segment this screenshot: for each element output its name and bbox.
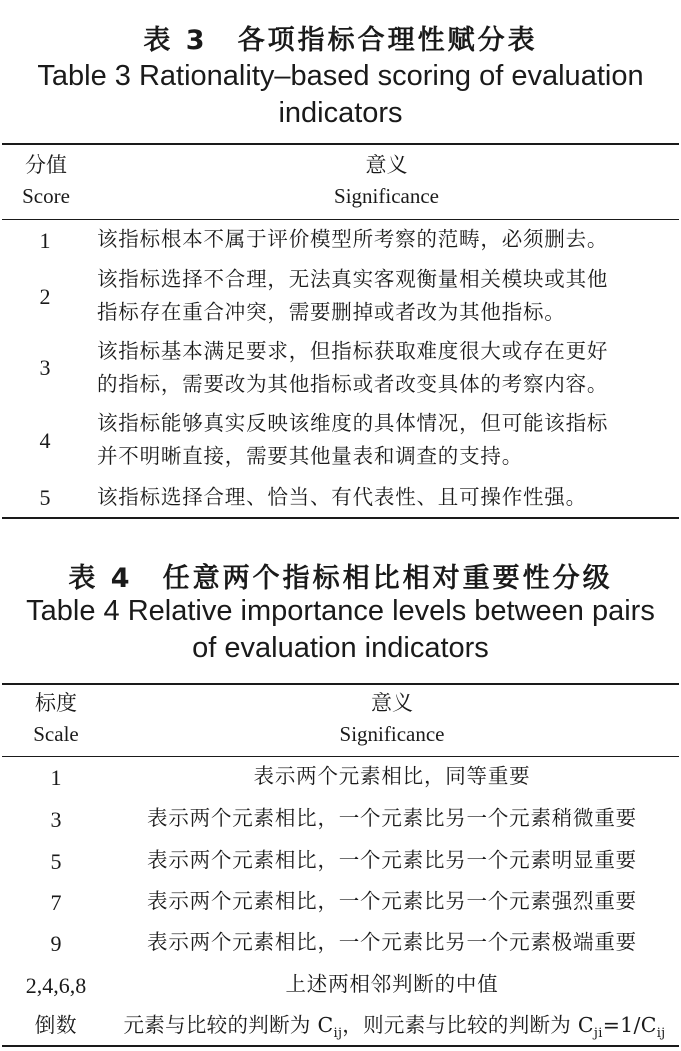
table3-meaning-1-line1: 该指标根本不属于评价模型所考察的范畴，必须删去。 [97,227,609,251]
table3-header-significance-cn: 意义 [365,153,408,177]
table3-header-significance [92,150,681,212]
table4-meaning-3: 表示两个元素相比，一个元素比另一个元素稍微重要 [147,806,637,830]
table3-caption-cn: 表 3 各项指标合理性赋分表 [143,25,538,56]
table3-meaning-3-line2: 的指标，需要改为其他指标或者改变具体的考察内容。 [97,372,609,396]
table3-meaning-1 [97,223,608,256]
table4-meaning-even: 上述两相邻判断的中值 [285,972,499,996]
table3-meaning-2-line2: 指标存在重合冲突，需要删掉或者改为其他指标。 [97,300,566,324]
table4-bottom-rule [2,1045,679,1047]
table3-meaning-5-line1: 该指标选择合理、恰当、有代表性、且可操作性强。 [97,485,587,509]
table4-scale-9: 9 [50,931,62,956]
table3-meaning-3-line1: 该指标基本满足要求，但指标获取难度很大或存在更好 [97,339,609,363]
table3-meaning-4-line1: 该指标能够真实反映该维度的具体情况，但可能该指标 [97,411,609,435]
table3-header-score-cn: 分值 [25,153,67,177]
table3-score-1: 1 [39,228,51,253]
table4-header-significance-cn: 意义 [371,691,413,715]
table4-scale-7: 7 [50,890,62,915]
table4-header-scale [0,688,112,750]
table3-score-3: 3 [39,355,51,380]
table4-scale-5: 5 [50,849,62,874]
reciprocal-part1: 元素与比较的判断为 C [123,1013,334,1037]
table4-meaning-7: 表示两个元素相比，一个元素比另一个元素强烈重要 [147,889,637,913]
table3-header-significance-en: Significance [334,184,439,208]
table3-header-score [0,150,92,212]
table4-top-rule [2,683,679,685]
table4-header-rule [2,756,679,757]
table3-header-rule [2,219,679,220]
table4-meaning-5: 表示两个元素相比，一个元素比另一个元素明显重要 [147,848,637,872]
table4-scale-even: 2,4,6,8 [25,973,87,998]
reciprocal-part2: ，则元素与比较的判断为 C [342,1013,594,1037]
table4-header-scale-cn: 标度 [35,691,77,715]
table4-meaning-reciprocal [112,1009,677,1050]
table3-meaning-2 [97,263,608,329]
table3-top-rule [2,143,679,145]
table4-scale-3: 3 [50,807,62,832]
reciprocal-sub1: ij [333,1026,343,1042]
table3-header-score-en: Score [22,184,70,208]
table3-meaning-5 [97,481,587,514]
table3-score-5: 5 [39,485,51,510]
reciprocal-part3: =1/C [602,1013,657,1037]
table3-meaning-4 [97,407,608,473]
reciprocal-sub2: ji [593,1026,603,1042]
table4-header-significance [112,688,672,750]
table3-meaning-4-line2: 并不明晰直接，需要其他量表和调查的支持。 [97,444,523,468]
table3-meaning-3 [97,335,608,401]
table4-header-scale-en: Scale [33,722,79,746]
table3-meaning-2-line1: 该指标选择不合理，无法真实客观衡量相关模块或其他 [97,267,609,291]
table4-caption-cn: 表 4 任意两个指标相比相对重要性分级 [68,563,613,594]
table4-scale-1: 1 [50,765,62,790]
table4-meaning-1: 表示两个元素相比，同等重要 [253,764,531,788]
table3-score-4: 4 [39,428,51,453]
table3-caption-en-line1: Table 3 Rationality–based scoring of evaluation [37,60,644,92]
table3-bottom-rule [2,517,679,519]
table4-meaning-9: 表示两个元素相比，一个元素比另一个元素极端重要 [147,930,637,954]
table4-scale-reciprocal: 倒数 [34,1013,78,1037]
table4-caption-en-line2: of evaluation indicators [192,632,489,664]
reciprocal-sub3: ij [656,1026,666,1042]
table4-header-significance-en: Significance [339,722,445,746]
table3-score-2: 2 [39,284,51,309]
table4-caption-en-line1: Table 4 Relative importance levels between pairs [26,595,655,627]
table3-caption-en-line2: indicators [278,97,403,129]
